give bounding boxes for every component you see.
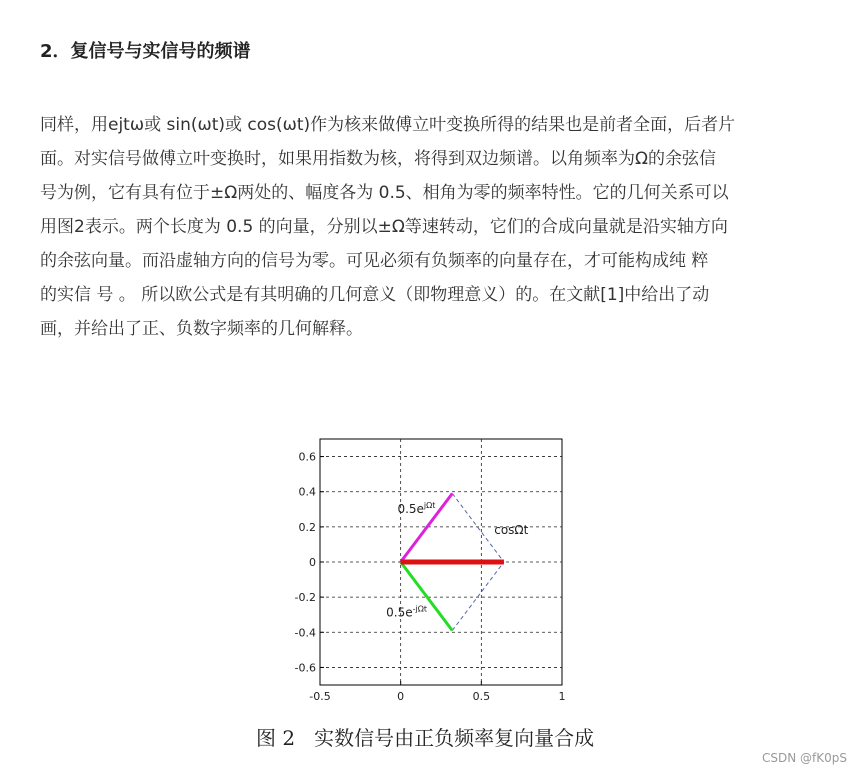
y-tick-label: -0.4 bbox=[294, 626, 316, 640]
y-tick-label: -0.6 bbox=[294, 661, 316, 675]
paragraph-line: 面。对实信号做傅立叶变换时，如果用指数为核，将得到双边频谱。以角频率为Ω的余弦信 bbox=[40, 149, 716, 169]
paragraph-line: 同样，用ejtω或 sin(ωt)或 cos(ωt)作为核来做傅立叶变换所得的结果也是前者全面，后者片 bbox=[40, 115, 736, 135]
x-tick-label: 0 bbox=[397, 690, 405, 703]
y-tick-label: -0.2 bbox=[294, 591, 316, 605]
y-tick-label: 0.6 bbox=[298, 450, 316, 464]
y-tick-label: 0.4 bbox=[298, 485, 316, 499]
paragraph-line: 的实信 号 。 所以欧公式是有其明确的几何意义（即物理意义）的。在文献[1]中给出了动 bbox=[40, 285, 710, 305]
section-heading: 2．复信号与实信号的频谱 bbox=[40, 41, 251, 62]
paragraph-line: 号为例，它有具有位于±Ω两处的、幅度各为 0.5、相角为零的频率特性。它的几何关系可以 bbox=[40, 183, 729, 203]
y-tick-label: 0.2 bbox=[298, 520, 316, 534]
vector-label: $0.5e^{j\Omega t}$ bbox=[397, 500, 436, 516]
figure-caption: 图 2 实数信号由正负频率复向量合成 bbox=[256, 726, 595, 750]
y-tick-label: 0 bbox=[309, 556, 316, 569]
x-tick-label: 1 bbox=[558, 690, 566, 703]
body-paragraph bbox=[40, 108, 830, 346]
vector-plot bbox=[243, 420, 583, 710]
x-tick-label: 0.5 bbox=[472, 690, 491, 703]
x-tick-label: -0.5 bbox=[309, 690, 331, 703]
paragraph-line: 的余弦向量。而沿虚轴方向的信号为零。可见必须有负频率的向量存在，才可能构成纯 粹 bbox=[40, 251, 709, 271]
figure-image bbox=[243, 420, 583, 710]
watermark: CSDN @fK0pS bbox=[762, 751, 847, 765]
vector-label: cosΩt bbox=[494, 522, 529, 537]
vector-label: $0.5e^{-j\Omega t}$ bbox=[386, 604, 427, 620]
paragraph-line: 用图2表示。两个长度为 0.5 的向量，分别以±Ω等速转动，它们的合成向量就是沿实轴方向 bbox=[40, 217, 728, 237]
paragraph-line: 画，并给出了正、负数字频率的几何解释。 bbox=[40, 319, 363, 339]
